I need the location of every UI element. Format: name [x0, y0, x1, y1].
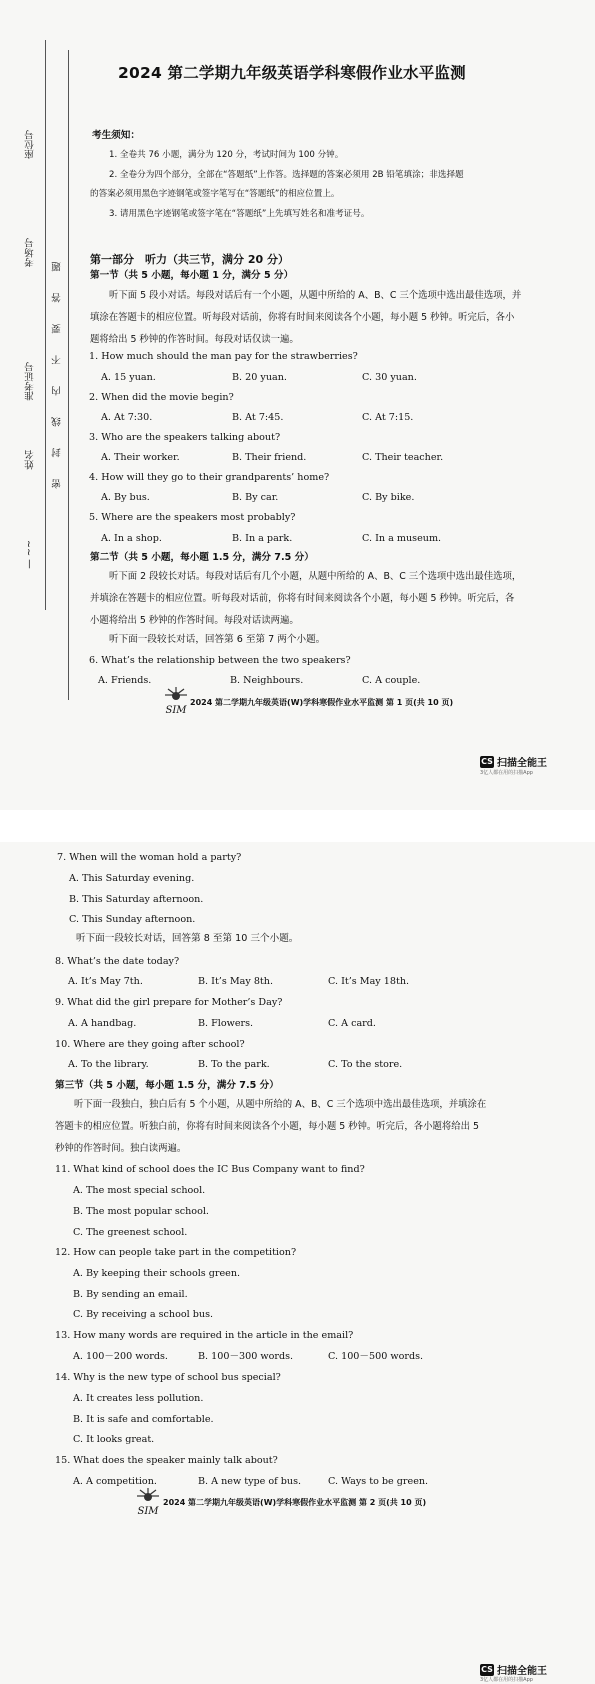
q11-option-c: C. The greenest school. [73, 1227, 188, 1238]
section-1-heading: 第一节（共 5 小题，每小题 1 分，满分 5 分） [90, 270, 294, 281]
question-10: 10. Where are they going after school? [55, 1039, 245, 1050]
q5-option-b: B. In a park. [232, 533, 293, 544]
q10-option-c: C. To the store. [328, 1059, 403, 1070]
q10-option-a: A. To the library. [68, 1059, 149, 1070]
q15-option-a: A. A competition. [73, 1476, 157, 1487]
seal-char: 内 [52, 386, 63, 396]
question-8: 8. What’s the date today? [55, 956, 180, 967]
camscanner-watermark [480, 754, 547, 769]
camscanner-brand: 扫描全能王 [497, 1666, 547, 1677]
q15-option-b: B. A new type of bus. [198, 1476, 302, 1487]
dialogue-1-note: 听下面一段较长对话，回答第 6 至第 7 两个小题。 [109, 634, 326, 645]
camscanner-brand: 扫描全能王 [497, 758, 547, 769]
publisher-logo-icon [163, 686, 189, 716]
camscanner-logo-icon: CS [481, 1665, 493, 1674]
camscanner-logo-icon: CS [481, 757, 493, 766]
q8-option-a: A. It’s May 7th. [68, 976, 143, 987]
question-13: 13. How many words are required in the article in the email? [55, 1330, 354, 1341]
exam-title: 2024 第二学期九年级英语学科寒假作业水平监测 [118, 64, 466, 82]
notice-2: 2. 全卷分为四个部分，全部在“答题纸”上作答。选择题的答案必须用 2B 铅笔填涂；非选择题 [109, 170, 464, 180]
q10-option-b: B. To the park. [198, 1059, 270, 1070]
logo-text: SIM [165, 705, 187, 716]
q4-option-a: A. By bus. [101, 492, 150, 503]
question-1: 1. How much should the man pay for the strawberries? [89, 351, 358, 362]
camscanner-subtitle: 3亿人都在用的扫描App [480, 1677, 533, 1683]
admission-number-label: 准考证号 [25, 362, 36, 401]
q1-option-c: C. 30 yuan. [362, 372, 417, 383]
question-15: 15. What does the speaker mainly talk about? [55, 1455, 278, 1466]
notice-2-cont: 的答案必须用黑色字迹钢笔或签字笔写在“答题纸”的相应位置上。 [90, 189, 340, 199]
notice-3: 3. 请用黑色字迹钢笔或签字笔在“答题纸”上先填写姓名和准考证号。 [109, 209, 370, 219]
q2-option-b: B. At 7:45. [232, 412, 284, 423]
seal-char: 密 [52, 479, 63, 489]
section-1-instructions: 听下面 5 段小对话。每段对话后有一个小题，从题中所给的 A、B、C 三个选项中选出最佳选项，并填涂在答题卡的相应位置。听每段对话前，你将有时间来阅读各个小题，每小题 5 秒钟。听完后，各小题将给出 5 秒钟的作答时间。每段对话仅读一遍。 [90, 290, 522, 345]
question-5: 5. Where are the speakers most probably? [89, 512, 296, 523]
q14-option-a: A. It creates less pollution. [73, 1393, 204, 1404]
publisher-logo-icon [135, 1487, 161, 1517]
q15-option-c: C. Ways to be green. [328, 1476, 429, 1487]
camscanner-watermark [480, 1662, 547, 1677]
q8-option-c: C. It’s May 18th. [328, 976, 410, 987]
binding-line-inner [68, 50, 69, 700]
q1-option-a: A. 15 yuan. [101, 372, 156, 383]
q6-option-b: B. Neighbours. [230, 675, 304, 686]
q13-option-c: C. 100－500 words. [328, 1351, 424, 1362]
q3-option-c: C. Their teacher. [362, 452, 444, 463]
q9-option-a: A. A handbag. [68, 1018, 137, 1029]
q4-option-c: C. By bike. [362, 492, 415, 503]
question-14: 14. Why is the new type of school bus special? [55, 1372, 281, 1383]
notice-label: 考生须知： [92, 130, 140, 141]
q12-option-b: B. By sending an email. [73, 1289, 188, 1300]
logo-text: SIM [137, 1506, 159, 1517]
q1-option-b: B. 20 yuan. [232, 372, 287, 383]
seal-char: 要 [52, 324, 63, 334]
question-4: 4. How will they go to their grandparents’ home? [89, 472, 330, 483]
binding-line-outer [45, 40, 46, 610]
q14-option-b: B. It is safe and comfortable. [73, 1414, 214, 1425]
q2-option-a: A. At 7:30. [101, 412, 153, 423]
question-3: 3. Who are the speakers talking about? [89, 432, 281, 443]
q3-option-a: A. Their worker. [101, 452, 180, 463]
q5-option-c: C. In a museum. [362, 533, 442, 544]
q4-option-b: B. By car. [232, 492, 279, 503]
q3-option-b: B. Their friend. [232, 452, 307, 463]
section-3-heading: 第三节（共 5 小题，每小题 1.5 分，满分 7.5 分） [55, 1080, 279, 1091]
question-7: 7. When will the woman hold a party? [57, 852, 242, 863]
question-11: 11. What kind of school does the IC Bus Company want to find? [55, 1164, 365, 1175]
q7-option-a: A. This Saturday evening. [69, 873, 195, 884]
name-label: 姓名 [25, 450, 36, 470]
question-6: 6. What’s the relationship between the two speakers? [89, 655, 351, 666]
seal-char: 题 [52, 262, 63, 272]
q8-option-b: B. It’s May 8th. [198, 976, 274, 987]
q9-option-b: B. Flowers. [198, 1018, 254, 1029]
q5-option-a: A. In a shop. [101, 533, 162, 544]
seal-char: 封 [52, 448, 63, 458]
q12-option-c: C. By receiving a school bus. [73, 1309, 214, 1320]
q13-option-b: B. 100－300 words. [198, 1351, 294, 1362]
dialogue-2-note: 听下面一段较长对话，回答第 8 至第 10 三个小题。 [76, 933, 299, 944]
seal-char: 不 [52, 355, 63, 365]
q6-option-c: C. A couple. [362, 675, 421, 686]
question-9: 9. What did the girl prepare for Mother’s Day? [55, 997, 283, 1008]
seal-char: 线 [52, 417, 63, 427]
q13-option-a: A. 100－200 words. [73, 1351, 168, 1362]
notice-1: 1. 全卷共 76 小题，满分为 120 分，考试时间为 100 分钟。 [109, 150, 344, 160]
q7-option-b: B. This Saturday afternoon. [69, 894, 204, 905]
seat-number-label: 座位号 [25, 130, 36, 159]
page-1-footer: 2024 第二学期九年级英语(W)学科寒假作业水平监测 第 1 页(共 10 页) [190, 698, 454, 707]
q12-option-a: A. By keeping their schools green. [73, 1268, 241, 1279]
q14-option-c: C. It looks great. [73, 1434, 155, 1445]
question-12: 12. How can people take part in the competition? [55, 1247, 297, 1258]
exam-page-1 [0, 0, 595, 810]
seal-char: 答 [52, 293, 63, 303]
q9-option-c: C. A card. [328, 1018, 376, 1029]
q2-option-c: C. At 7:15. [362, 412, 414, 423]
q7-option-c: C. This Sunday afternoon. [69, 914, 196, 925]
binding-dash: — ~~ [24, 540, 35, 569]
q6-option-a: A. Friends. [98, 675, 152, 686]
part-1-heading: 第一部分 听力（共三节，满分 20 分） [90, 253, 289, 266]
exam-page-2 [0, 842, 595, 1684]
question-2: 2. When did the movie begin? [89, 392, 234, 403]
section-3-instructions: 听下面一段独白，独白后有 5 个小题，从题中所给的 A、B、C 三个选项中选出最佳选项，并填涂在答题卡的相应位置。听独白前，你将有时间来阅读各个小题，每小题 5 秒钟。听完后，各小题将给出 5 秒钟的作答时间。独白读两遍。 [55, 1099, 487, 1154]
section-2-heading: 第二节（共 5 小题，每小题 1.5 分，满分 7.5 分） [90, 552, 314, 563]
page-2-footer: 2024 第二学期九年级英语(W)学科寒假作业水平监测 第 2 页(共 10 页) [163, 1498, 427, 1507]
camscanner-subtitle: 3亿人都在用的扫描App [480, 770, 533, 776]
exam-room-label: 考场号 [25, 238, 36, 267]
q11-option-b: B. The most popular school. [73, 1206, 209, 1217]
section-2-instructions: 听下面 2 段较长对话。每段对话后有几个小题，从题中所给的 A、B、C 三个选项中选出最佳选项，并填涂在答题卡的相应位置。听每段对话前，你将有时间来阅读各个小题，每小题 5 秒钟。听完后，各小题将给出 5 秒钟的作答时间。每段对话读两遍。 [90, 571, 522, 626]
q11-option-a: A. The most special school. [73, 1185, 206, 1196]
